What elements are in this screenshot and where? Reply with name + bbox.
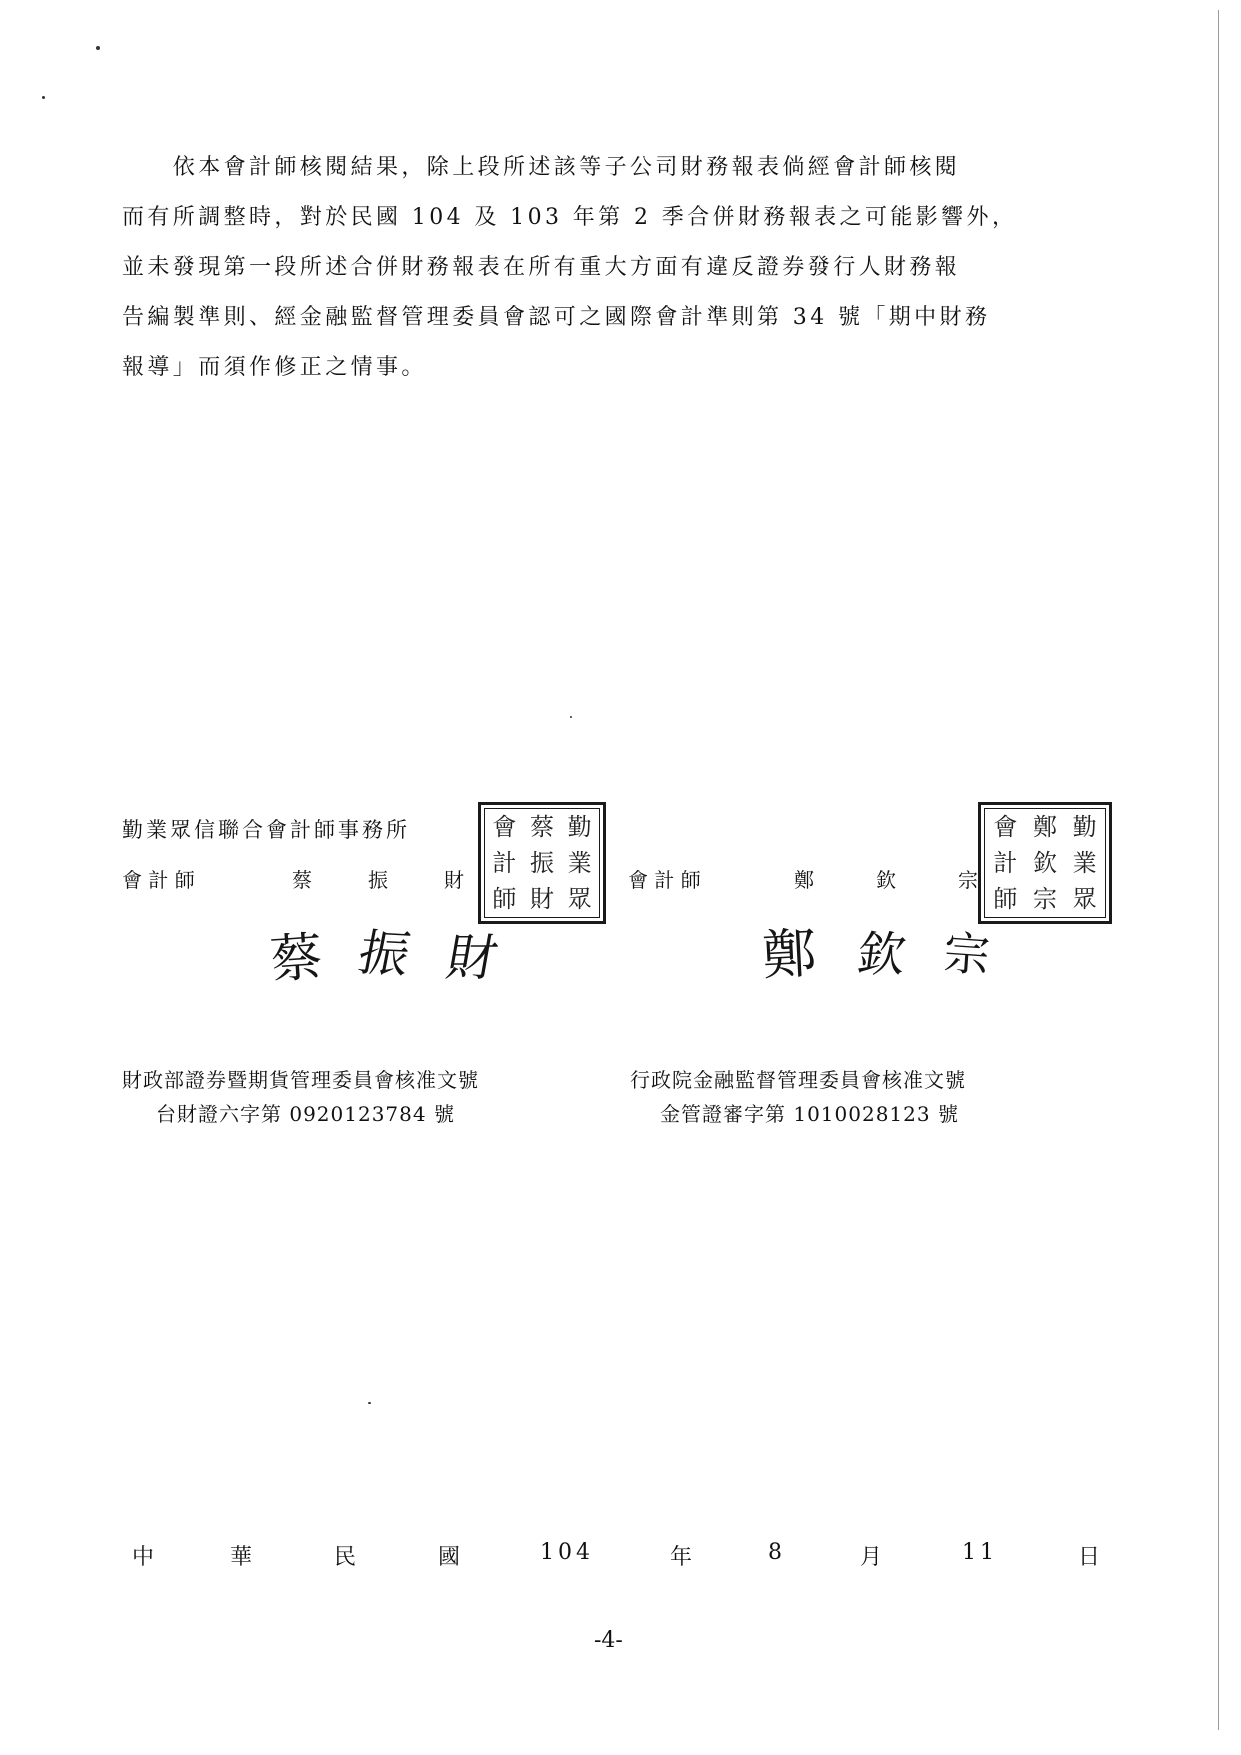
auditor2-name-char: 宗 — [958, 868, 978, 892]
auditor1-name-char: 財 — [444, 868, 464, 892]
date-part: 民 — [334, 1545, 357, 1570]
date-part: 104 — [540, 1540, 594, 1565]
auditor2-name-char: 鄭 — [794, 868, 814, 892]
paragraph-line: 報導」而須作修正之情事。 — [122, 355, 427, 380]
date-part: 日 — [1078, 1545, 1101, 1570]
approval1-line2: 台財證六字第 0920123784 號 — [156, 1102, 455, 1126]
scan-speck — [368, 1402, 371, 1404]
paragraph-line: 並未發現第一段所述合併財務報表在所有重大方面有違反證券發行人財務報 — [122, 255, 961, 280]
seal-char: 眾 — [567, 884, 592, 913]
paragraph-line: 告編製準則、經金融監督管理委員會認可之國際會計準則第 34 號「期中財務 — [122, 305, 991, 330]
auditor2-title: 會 計 師 — [628, 868, 701, 892]
signature-char: 蔡 — [268, 927, 325, 991]
auditor1-name-char: 振 — [368, 868, 388, 892]
seal-char: 業 — [1072, 848, 1097, 877]
seal-char: 眾 — [1072, 884, 1097, 913]
approval2-line1: 行政院金融監督管理委員會核准文號 — [630, 1068, 966, 1092]
date-part: 8 — [768, 1540, 782, 1565]
seal-char: 會 — [993, 813, 1018, 842]
date-part: 中 — [132, 1545, 155, 1570]
seal-char: 師 — [993, 884, 1018, 913]
seal-char: 振 — [529, 848, 554, 877]
page-number: -4- — [594, 1628, 623, 1653]
scan-speck — [96, 46, 100, 50]
signature-char: 財 — [442, 929, 503, 987]
auditor1-seal-stamp — [478, 802, 606, 924]
date-part: 國 — [438, 1545, 461, 1570]
seal-char: 勤 — [567, 813, 592, 842]
auditor1-title: 會 計 師 — [122, 868, 195, 892]
signature-char: 宗 — [941, 925, 992, 983]
auditor2-name-char: 欽 — [876, 868, 896, 892]
date-part: 年 — [670, 1545, 693, 1570]
scan-edge-line — [1218, 10, 1219, 1730]
seal-char: 業 — [567, 848, 592, 877]
seal-char: 會 — [492, 813, 517, 842]
paragraph-line: 依本會計師核閱結果，除上段所述該等子公司財務報表倘經會計師核閱 — [122, 155, 961, 180]
seal-char: 欽 — [1032, 848, 1057, 877]
seal-char: 財 — [529, 884, 554, 913]
date-part: 11 — [962, 1540, 998, 1565]
date-part: 華 — [230, 1545, 253, 1570]
seal-char: 蔡 — [529, 813, 554, 842]
date-part: 月 — [860, 1545, 883, 1570]
scan-speck — [42, 96, 45, 99]
seal-char: 師 — [492, 884, 517, 913]
signature-char: 欽 — [853, 927, 910, 983]
signature-char: 鄭 — [760, 921, 818, 988]
scan-speck — [570, 716, 572, 718]
firm-name: 勤業眾信聯合會計師事務所 — [122, 818, 410, 842]
seal-char: 計 — [492, 848, 517, 877]
seal-char: 鄭 — [1032, 813, 1057, 842]
seal-char: 宗 — [1032, 884, 1057, 913]
paragraph-line: 而有所調整時，對於民國 104 及 103 年第 2 季合併財務報表之可能影響外， — [122, 205, 1018, 230]
approval1-line1: 財政部證券暨期貨管理委員會核准文號 — [122, 1068, 479, 1092]
auditor2-seal-stamp — [978, 802, 1112, 924]
approval2-line2: 金管證審字第 1010028123 號 — [660, 1102, 959, 1126]
seal-char: 勤 — [1072, 813, 1097, 842]
auditor1-name-char: 蔡 — [292, 868, 312, 892]
signature-char: 振 — [353, 923, 415, 985]
seal-char: 計 — [993, 848, 1018, 877]
